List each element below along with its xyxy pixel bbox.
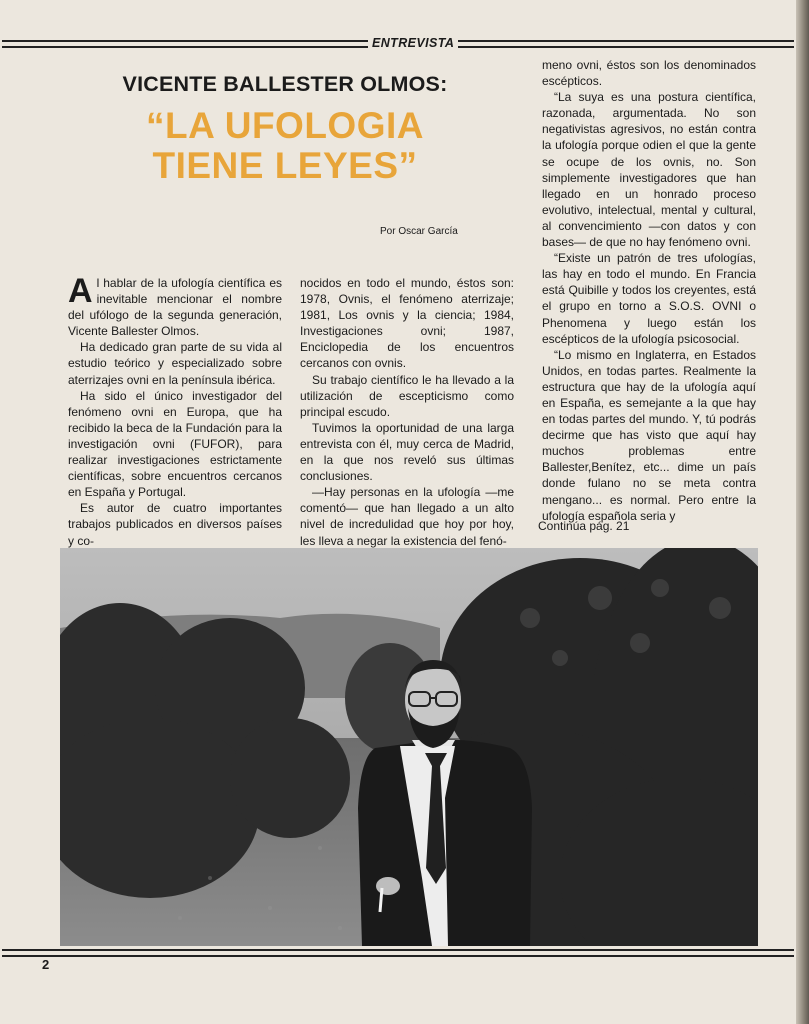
column-1-paragraph: Ha sido el único investigador del fenómeno ovni en Europa, que ha recibido la beca de la Fundación para la investigación ovni (FUFOR), para realizar investigaciones estrictamente científicas, sobre encuentros cercanos en España y Portugal.: [68, 388, 282, 500]
column-2-paragraph: Tuvimos la oportunidad de una larga entrevista con él, muy cerca de Madrid, en la que nos reveló sus últimas conclusiones.: [300, 420, 514, 484]
column-3-paragraph: “Existe un patrón de tres ufologías, las hay en todo el mundo. En Francia está Quibille y todos los creyentes, está el grupo en torno a S.O.S. OVNI o Phenomena y luego están los escépticos de la ufología psicosocial.: [542, 251, 756, 346]
continued-note: Continúa pág. 21: [538, 519, 630, 533]
photo-illustration: [60, 548, 758, 946]
column-1-paragraph: [68, 272, 282, 339]
bottom-rule-second: [2, 955, 794, 957]
bottom-rule: [2, 949, 794, 951]
article-photo: [60, 548, 758, 946]
column-1-paragraph-text: l hablar de la ufología científica es inevitable mencionar el nombre del ufólogo de la segunda generación, Vicente Ballester Olmos.: [68, 276, 282, 339]
column-3-paragraph: “Lo mismo en Inglaterra, en Estados Unidos, en todas partes. Realmente la estructura que hay de la ufología aquí en España, es semejante a la que hay en todas partes del mundo. Y, tú podrás decirme que has visto que aquí hay muchos problemas entre Ballester,Benítez, etc... dime un país donde fulano no se meta contra mengano... es normal. Pero entre la ufología española seria y: [542, 347, 756, 523]
article-column-1: [68, 272, 282, 549]
column-1-paragraph: Es autor de cuatro importantes trabajos publicados en diversos países y co-: [68, 501, 282, 548]
section-tag: ENTREVISTA: [368, 36, 458, 50]
page-number: 2: [42, 957, 50, 972]
headline: [70, 106, 500, 186]
drop-cap: A: [68, 272, 93, 310]
column-1-paragraph: Ha dedicado gran parte de su vida al estudio teórico y especializado sobre aterrizajes ovni en la península ibérica.: [68, 340, 282, 387]
interviewee-name: VICENTE BALLESTER OLMOS:: [122, 72, 448, 96]
column-2-paragraph: —Hay personas en la ufología —me comentó— que han llegado a un alto nivel de incredulidad que hoy por hoy, les lleva a negar la existencia del fenó-: [300, 485, 514, 548]
column-2-paragraph: nocidos en todo el mundo, éstos son: 1978, Ovnis, el fenómeno aterrizaje; 1981, Los ovnis y la ciencia; 1984, Investigaciones ovni; 1987, Enciclopedia de los encuentros cercanos con ovnis.: [300, 276, 514, 371]
page-edge: [796, 0, 809, 1024]
article-column-2: [300, 275, 514, 549]
byline: Por Oscar García: [380, 226, 458, 237]
headline-line-1: “LA UFOLOGIA: [146, 105, 424, 146]
column-3-paragraph: meno ovni, éstos son los denominados escépticos.: [542, 58, 756, 89]
column-3-paragraph: “La suya es una postura científica, razonada, argumentada. No son negativistas agresivos, no están contra la ufología porque odien el que la gente se ocupe de los ovnis, no. Son simplemente investigadores que han llegado en un honrado proceso evolutivo, intelectual, mental y cultural, al convencimiento —con datos y con bases— de que no hay fenómeno ovni.: [542, 90, 756, 250]
headline-line-2: TIENE LEYES”: [152, 145, 418, 186]
article-column-3: [542, 57, 756, 524]
column-2-paragraph: Su trabajo científico le ha llevado a la utilización de escepticismo como principal escudo.: [300, 372, 514, 419]
